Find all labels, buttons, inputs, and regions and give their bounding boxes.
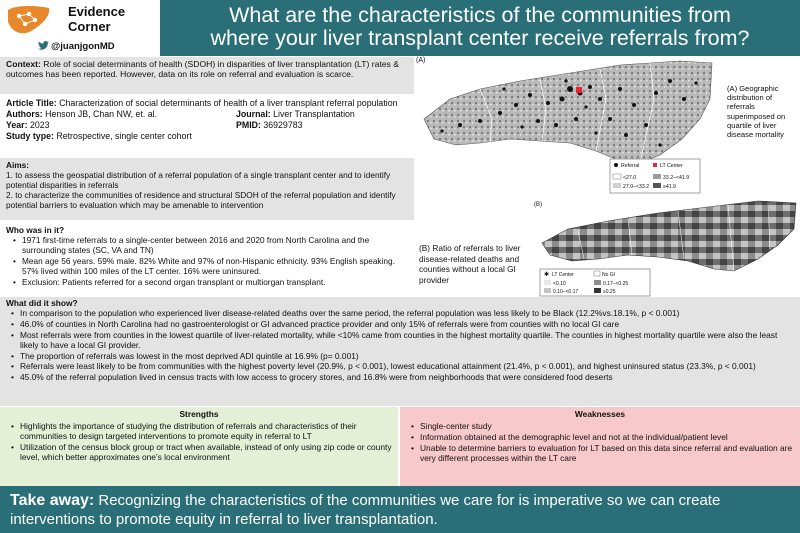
weakness-item: • Single-center study [410, 422, 794, 432]
panel-a-label: (A) [416, 57, 426, 64]
nc-referral-map [420, 59, 720, 195]
authors: Henson JB, Chan NW, et. al. [42, 109, 158, 119]
results-section [0, 297, 800, 406]
takeaway-banner [0, 486, 800, 533]
result-item: • In comparison to the population who experienced liver disease-related deaths over the same period, the referral population was less likely to be Black (12.2%vs.18.1%, p < 0.001) [10, 309, 794, 319]
result-item: • Most referrals were from counties in the lowest quartile of liver-related mortality, while <10% came from counties in the highest mortality quartile. The counties in highest mortality quartile were also the least likely to have a local GI provider. [10, 331, 794, 351]
who-item: • Exclusion: Patients referred for a second organ transplant or multiorgan transplant. [12, 277, 408, 287]
aim-2: 2. to characterize the communities of residence and structural SDOH of the referral population and identify potential barriers to evaluation which may be amenable to intervention [6, 190, 396, 210]
strengths-section [0, 407, 398, 486]
panel-b-caption: (B) Ratio of referrals to liver disease-related deaths and counties without a local GI provider [419, 243, 521, 285]
result-item: • Referrals were least likely to be from communities with the highest poverty level (20.9%, p < 0.001), lowest educational attainment (21.4%, p < 0.001), and highest uninsured status (23.3%, p < 0.001) [10, 362, 794, 372]
figure-panel-b [414, 197, 800, 300]
brand-line1: Evidence [68, 4, 126, 19]
panel-a-caption: (A) Geographic distribution of referrals superimposed on quartile of liver disease mortality [727, 84, 786, 140]
strengths-label: Strengths [179, 409, 219, 419]
liver-logo-icon [5, 4, 53, 38]
weaknesses-section [400, 407, 800, 486]
pmid: 36929783 [260, 120, 303, 130]
who-section [0, 223, 414, 293]
context-text: Role of social determinants of health (SDOH) in disparities of liver transplantation (LT) rates & outcomes has been reported. However, data on its role on referral and evaluation is scarce. [6, 59, 399, 80]
legend-a-q1: <27.0 [623, 175, 637, 181]
aims-section [0, 158, 414, 220]
legend-a-referral: Referral [621, 163, 640, 169]
logo-area [0, 0, 160, 56]
legend-b-q3: 0.17–<0.25 [603, 281, 629, 287]
twitter-icon [38, 41, 49, 50]
context-section [0, 57, 414, 94]
results-label: What did it show? [6, 298, 78, 308]
legend-a-q3: 33.2–<41.9 [663, 175, 690, 181]
weakness-item: • Information obtained at the demographic level and not at the individual/patient level [410, 433, 794, 443]
year-label: Year: [6, 120, 28, 130]
legend-a-q4: ≥41.9 [663, 184, 676, 190]
article-title: Characterization of social determinants of health of a liver transplant referral population [56, 98, 398, 108]
brand-line2: Corner [68, 19, 111, 34]
page-title-line1: What are the characteristics of the communities from [229, 3, 731, 27]
svg-text:✱: ✱ [544, 272, 550, 278]
takeaway-label: Take away: [10, 492, 95, 509]
who-label: Who was in it? [6, 225, 65, 235]
aims-label: Aims: [6, 160, 30, 170]
page-title-line2: where your liver transplant center receive referrals from? [210, 26, 750, 50]
context-label: Context: [6, 59, 41, 69]
strength-item: • Utilization of the census block group or tract when available, instead of only using zip code or county level, which better approximates one’s local environment [10, 443, 392, 463]
article-section [0, 95, 414, 157]
lt-center-marker [576, 87, 582, 93]
figure-panel-a [414, 57, 800, 197]
legend-b-lt-center: LT Center [552, 272, 574, 278]
journal: Liver Transplantation [270, 109, 355, 119]
title-banner [160, 0, 800, 56]
strength-item: • Highlights the importance of studying the distribution of referrals and characteristics of their communities to design targeted interventions to promote equity in referral to LT [10, 422, 392, 442]
nc-ratio-map [538, 199, 800, 297]
legend-a-q2: 27.0–<33.2 [623, 184, 650, 190]
panel-b-label: (B) [534, 202, 542, 208]
twitter-handle[interactable]: @juanjgonMD [51, 41, 115, 52]
legend-b-q4: ≥0.25 [603, 289, 616, 295]
journal-label: Journal: [236, 109, 271, 119]
weakness-item: • Unable to determine barriers to evaluation for LT based on this data since referral and evaluation are very different processes within the LT care [410, 444, 794, 464]
header [0, 0, 800, 56]
result-item: • The proportion of referrals was lowest in the most deprived ADI quintile at 16.9% (p= 0.001) [10, 352, 794, 362]
pmid-label: PMID: [236, 120, 261, 130]
weaknesses-label: Weaknesses [574, 409, 626, 419]
legend-a-lt-center: LT Center [660, 163, 683, 169]
aim-1: 1. to assess the geospatial distribution of a referral population of a single transplant center and to identify potential disparities in referrals [6, 170, 391, 190]
year: 2023 [27, 120, 50, 130]
result-item: • 45.0% of the referral population lived in census tracts with low access to grocery stores, and 16.8% were from neighborhoods that were considered food deserts [10, 373, 794, 383]
who-item: • 1971 first-time referrals to a single-center between 2016 and 2020 from North Carolina and the surrounding states (SC, VA and TN) [12, 235, 408, 255]
result-item: • 46.0% of counties in North Carolina had no gastroenterologist or GI advanced practice provider and only 15% of referrals were from counties with no local GI care [10, 320, 794, 330]
takeaway-text: Recognizing the characteristics of the communities we care for is imperative so we can create interventions to promote equity in referral to liver transplantation. [10, 492, 721, 528]
legend-b-no-gi: No GI [602, 272, 616, 278]
legend-b-q1: <0.10 [553, 281, 566, 287]
study-type: Retrospective, single center cohort [53, 131, 192, 141]
article-title-label: Article Title: [6, 98, 57, 108]
who-item: • Mean age 56 years. 59% male. 82% White and 97% of non-Hispanic ethnicity. 93% English speaking. 57% lived within 100 miles of the LT center. 16% were uninsured. [12, 256, 408, 276]
study-type-label: Study type: [6, 131, 54, 141]
legend-b-q2: 0.10–<0.17 [553, 289, 579, 295]
authors-label: Authors: [6, 109, 43, 119]
